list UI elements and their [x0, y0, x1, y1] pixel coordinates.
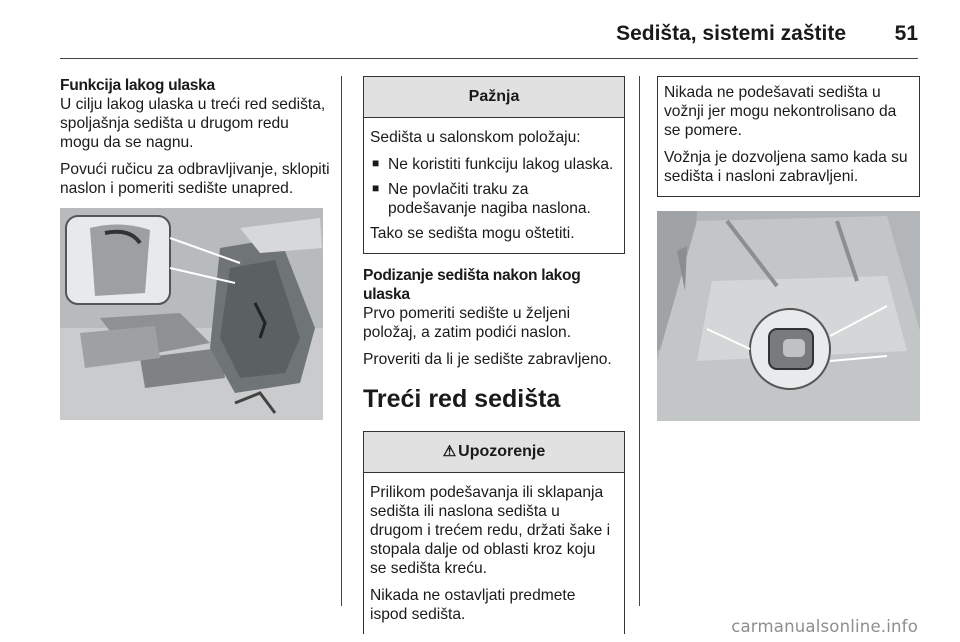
- warning-paragraph: Nikada ne ostavljati predmete ispod sedišta.: [370, 587, 576, 623]
- page-header: [60, 18, 918, 59]
- column-divider: [639, 76, 640, 606]
- column-divider: [341, 76, 342, 606]
- warning-title: Upozorenje: [458, 443, 546, 460]
- warning-header: [364, 432, 624, 473]
- continued-warning-body: [658, 77, 919, 196]
- caution-bullet: ■ Ne povlačiti traku za podešavanje nagiba naslona.: [370, 180, 616, 218]
- header-title: Sedišta, sistemi zaštite: [616, 22, 846, 45]
- caution-title: Pažnja: [364, 77, 624, 118]
- watermark: carmanualsonline.info: [731, 617, 918, 636]
- paragraph: Prvo pomeriti sedište u željeni položaj, a zatim podići naslon.: [363, 305, 572, 341]
- caution-bullet: ■ Ne koristiti funkciju lakog ulaska.: [370, 155, 616, 174]
- page-number: 51: [894, 22, 918, 45]
- column-3: [657, 76, 920, 421]
- warning-box: [363, 431, 625, 634]
- paragraph: Proveriti da li je sedište zabravljeno.: [363, 351, 612, 368]
- seat-illustration-drawing: [60, 208, 323, 420]
- cargo-illustration-drawing: [657, 211, 920, 421]
- cargo-area-illustration: [657, 211, 920, 421]
- column-2: [363, 76, 625, 634]
- warning-triangle-icon: ⚠: [442, 443, 457, 460]
- caution-outro: Tako se sedišta mogu oštetiti.: [370, 225, 575, 242]
- warning-body: [364, 473, 624, 634]
- subheading: Podizanje sedišta nakon lakog ulaska: [363, 267, 581, 303]
- warning-paragraph: Vožnja je dozvoljena samo kada su sedišta i nasloni zabravljeni.: [664, 149, 908, 185]
- caution-body: [364, 118, 624, 253]
- subheading: Funkcija lakog ulaska: [60, 77, 215, 94]
- seat-easy-entry-illustration: [60, 208, 323, 420]
- continued-warning-box: [657, 76, 920, 197]
- section-title: Treći red sedišta: [363, 385, 561, 413]
- paragraph: U cilju lakog ulaska u treći red sedišta, spoljašnja sedišta u drugom redu mogu da se nagnu.: [60, 96, 326, 151]
- column-1: [60, 76, 330, 420]
- caution-box: [363, 76, 625, 254]
- warning-paragraph: Prilikom podešavanja ili sklapanja sedišta ili naslona sedišta u drugom i trećem redu, držati šake i stopala dalje od oblasti kroz koju se sedišta kreću.: [370, 484, 611, 577]
- caution-intro: Sedišta u salonskom položaju:: [370, 129, 581, 146]
- paragraph: Povući ručicu za odbravljivanje, sklopiti naslon i pomeriti sedište unapred.: [60, 161, 330, 197]
- warning-paragraph: Nikada ne podešavati sedišta u vožnji jer mogu nekontrolisano da se pomere.: [664, 84, 897, 139]
